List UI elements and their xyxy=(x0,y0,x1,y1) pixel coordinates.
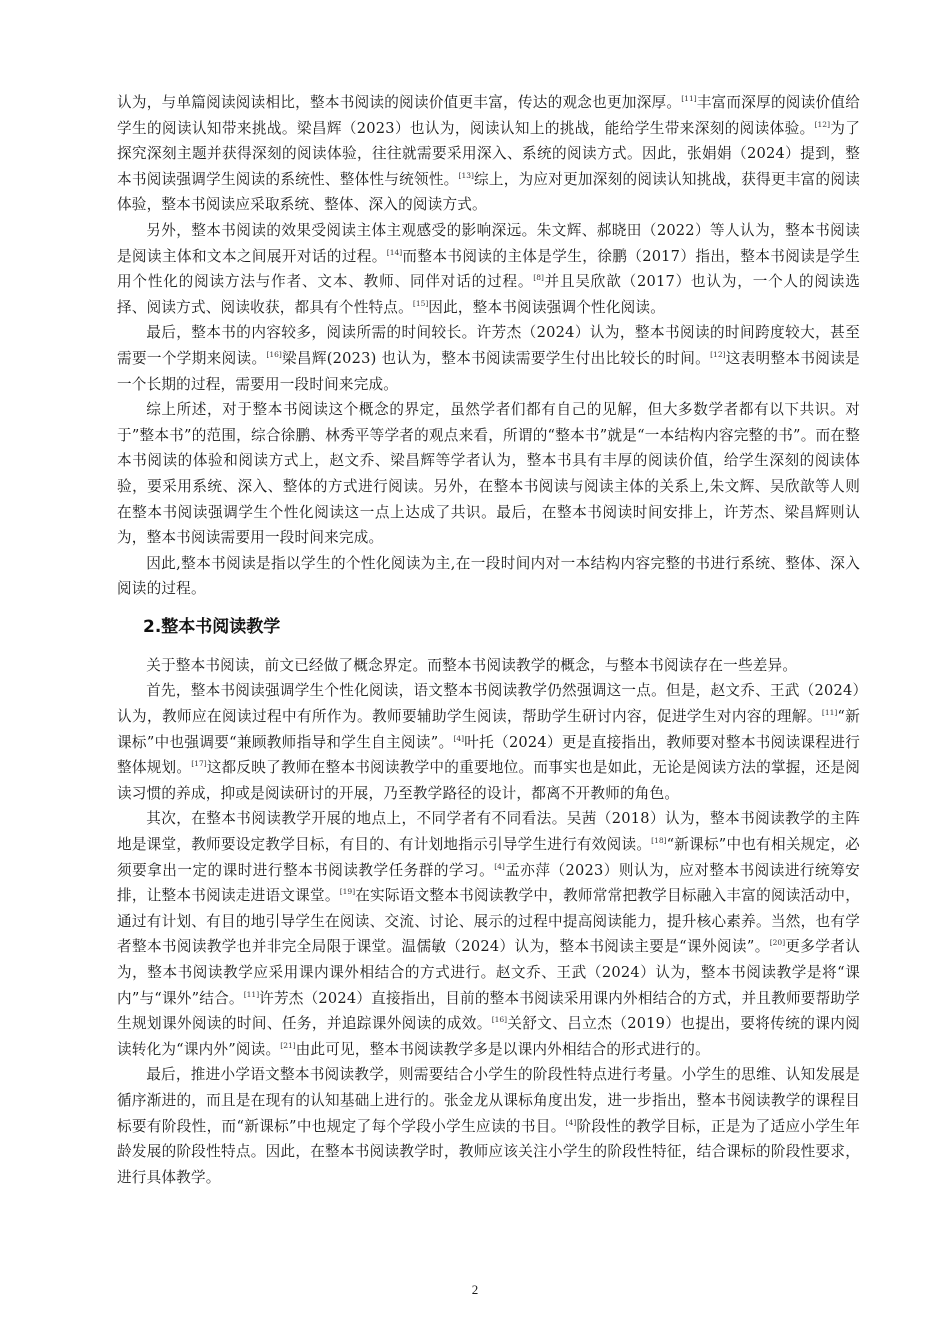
text-run: 这都反映了教师在整本书阅读教学中的重要地位。而事实也是如此，无论是阅读方法的掌握，还是阅读习惯的养成，抑或是阅读研讨的开展，乃至教学路径的设计，都离不开教师的角色。 xyxy=(117,759,860,802)
paragraph xyxy=(117,90,860,218)
text-run: 由此可见，整本书阅读教学多是以课内外相结合的形式进行的。 xyxy=(295,1040,710,1058)
text-run: 认为，与单篇阅读阅读相比，整本书阅读的阅读价值更丰富，传达的观念也更加深厚。 xyxy=(117,94,682,111)
citation-marker: [12] xyxy=(710,349,726,359)
text-run: 因此，整本书阅读强调个性化阅读。 xyxy=(428,298,665,316)
citation-marker: [16] xyxy=(266,349,282,359)
paragraph xyxy=(117,218,860,320)
citation-marker: [4] xyxy=(565,1117,577,1127)
paragraph xyxy=(117,551,860,602)
text-run: 关舒文、吕立杰（2019）也提出，要将传统的课内阅读转化为“课内外”阅读。 xyxy=(117,1015,860,1058)
text-run: 综上，为应对更加深刻的阅读认知挑战，获得更丰富的阅读体验，整本书阅读应采取系统、整体、深入的阅读方式。 xyxy=(117,170,861,214)
body-text xyxy=(117,90,860,1190)
text-run: 其次，在整本书阅读教学开展的地点上，不同学者有不同看法。吴茜（2018）认为，整本书阅读教学的主阵地是课堂，教师要设定教学目标，有目的、有计划地指示引导学生进行有效阅读。 xyxy=(117,810,860,854)
citation-marker: [13] xyxy=(458,170,474,180)
text-run: 首先，整本书阅读强调学生个性化阅读，语文整本书阅读教学仍然强调这一点。但是，赵文乔、王武（2024）认为，教师应在阅读过程中有所作为。教师要辅助学生阅读，帮助学生研讨内容，促进学生对内容的理解。 xyxy=(117,682,860,726)
paragraph xyxy=(117,806,860,1062)
text-run: 最后，整本书的内容较多，阅读所需的时间较长。许芳杰（2024）认为，整本书阅读的时间跨度较大，甚至需要一个学期来阅读。 xyxy=(117,324,860,367)
paragraph xyxy=(117,320,860,397)
text-run: 关于整本书阅读，前文已经做了概念界定。而整本书阅读教学的概念，与整本书阅读存在一些差异。 xyxy=(146,656,798,674)
citation-marker: [12] xyxy=(814,119,831,129)
citation-marker: [4] xyxy=(494,861,505,871)
text-run: 许芳杰（2024）直接指出，目前的整本书阅读采用课内外相结合的方式，并且教师要帮助学生规划课外阅读的时间、任务，并追踪课外阅读的成效。 xyxy=(117,989,860,1033)
citation-marker: [11] xyxy=(821,708,838,718)
citation-marker: [11] xyxy=(243,989,260,999)
text-run: 在实际语文整本书阅读教学中，教师常常把教学目标融入丰富的阅读活动中，通过有计划、有目的地引导学生在阅读、交流、讨论、展示的过程中提高阅读能力，提升核心素养。当然，也有学者整本书阅读教学也并非完全局限于课堂。温儒敏（2024）认为，整本书阅读主要是“课外阅读”。 xyxy=(117,887,860,956)
section-1-body xyxy=(117,90,860,602)
page-number: 2 xyxy=(471,1282,479,1297)
citation-marker: [8] xyxy=(533,273,544,283)
text-run: 叶托（2024）更是直接指出，教师要对整本书阅读课程进行整体规划。 xyxy=(117,733,861,777)
citation-marker: [20] xyxy=(769,938,786,948)
text-run: 最后，推进小学语文整本书阅读教学，则需要结合小学生的阶段性特点进行考量。小学生的思维、认知发展是循序渐进的，而且是在现有的认知基础上进行的。张金龙从课标角度出发，进一步指出，整本书阅读教学的课程目标要有阶段性，而“新课标”中也规定了每个学段小学生应读的书目。 xyxy=(117,1066,860,1135)
text-run: 梁昌辉(2023) 也认为，整本书阅读需要学生付出比较长的时间。 xyxy=(281,349,711,367)
text-run: 这表明整本书阅读是一个长期的过程，需要用一段时间来完成。 xyxy=(117,349,860,393)
section-2-body xyxy=(117,653,860,1190)
text-run: 另外，整本书阅读的效果受阅读主体主观感受的影响深远。朱文辉、郝晓田（2022）等人认为，整本书阅读是阅读主体和文本之间展开对话的过程。 xyxy=(117,221,860,265)
text-run: “新课标”中也有相关规定，必须要拿出一定的课时进行整本书阅读教学任务群的学习。 xyxy=(117,836,860,879)
text-run: 因此,整本书阅读是指以学生的个性化阅读为主,在一段时间内对一本结构内容完整的书进行系统、整体、深入阅读的过程。 xyxy=(117,554,860,598)
paragraph xyxy=(117,1062,860,1190)
section-heading: 2.整本书阅读教学 xyxy=(143,616,281,637)
text-run: 丰富而深厚的阅读价值给学生的阅读认知带来挑战。梁昌辉（2023）也认为，阅读认知上的挑战，能给学生带来深刻的阅读体验。 xyxy=(117,94,860,137)
text-run: 并且吴欣歆（2017）也认为，一个人的阅读选择、阅读方式、阅读收获，都具有个性特点。 xyxy=(117,273,860,316)
citation-marker: [15] xyxy=(412,298,429,308)
paragraph xyxy=(117,397,860,551)
text-run: 孟亦萍（2023）则认为，应对整本书阅读进行统筹安排，让整本书阅读走进语文课堂。 xyxy=(117,861,860,905)
citation-marker: [11] xyxy=(681,94,697,103)
paragraph xyxy=(117,653,860,679)
citation-marker: [4] xyxy=(453,733,465,743)
citation-marker: [17] xyxy=(191,759,207,769)
text-run: 阶段性的教学目标，正是为了适应小学生年龄发展的阶段性特点。因此，在整本书阅读教学时，教师应该关注小学生的阶段性特征，结合课标的阶段性要求，进行具体教学。 xyxy=(117,1117,861,1186)
citation-marker: [21] xyxy=(280,1040,296,1050)
text-run: 综上所述，对于整本书阅读这个概念的界定，虽然学者们都有自己的见解，但大多数学者都有以下共识。对于”整本书”的范围，综合徐鹏、林秀平等学者的观点来看，所谓的“整本书”就是“一本结构内容完整的书”。而在整本书阅读的体验和阅读方式上，赵文乔、梁昌辉等学者认为，整本书具有丰厚的阅读价值，给学生深刻的阅读体验，要采用系统、深入、整体的方式进行阅读。另外，在整本书阅读与阅读主体的关系上,朱文辉、吴欣歆等人则在整本书阅读强调学生个性化阅读这一点上达成了共识。最后，在整本书阅读时间安排上，许芳杰、梁昌辉则认为，整本书阅读需要用一段时间来完成。 xyxy=(117,401,860,547)
text-run: 更多学者认为，整本书阅读教学应采用课内课外相结合的方式进行。赵文乔、王武（2024）认为，整本书阅读教学是将“课内”与“课外”结合。 xyxy=(117,938,860,1007)
citation-marker: [18] xyxy=(651,836,667,846)
citation-marker: [16] xyxy=(491,1015,508,1025)
paragraph xyxy=(117,678,860,806)
text-run: 而整本书阅读的主体是学生，徐鹏（2017）指出，整本书阅读是学生用个性化的阅读方法与作者、文本、教师、同伴对话的过程。 xyxy=(117,247,861,291)
text-run: 为了探究深刻主题并获得深刻的阅读体验，往往就需要采用深入、系统的阅读方式。因此，张娟娟（2024）提到，整本书阅读强调学生阅读的系统性、整体性与统领性。 xyxy=(117,119,860,188)
citation-marker: [14] xyxy=(386,247,403,257)
citation-marker: [19] xyxy=(339,887,356,897)
text-run: “新课标”中也强调要“兼顾教师指导和学生自主阅读”。 xyxy=(117,708,860,751)
